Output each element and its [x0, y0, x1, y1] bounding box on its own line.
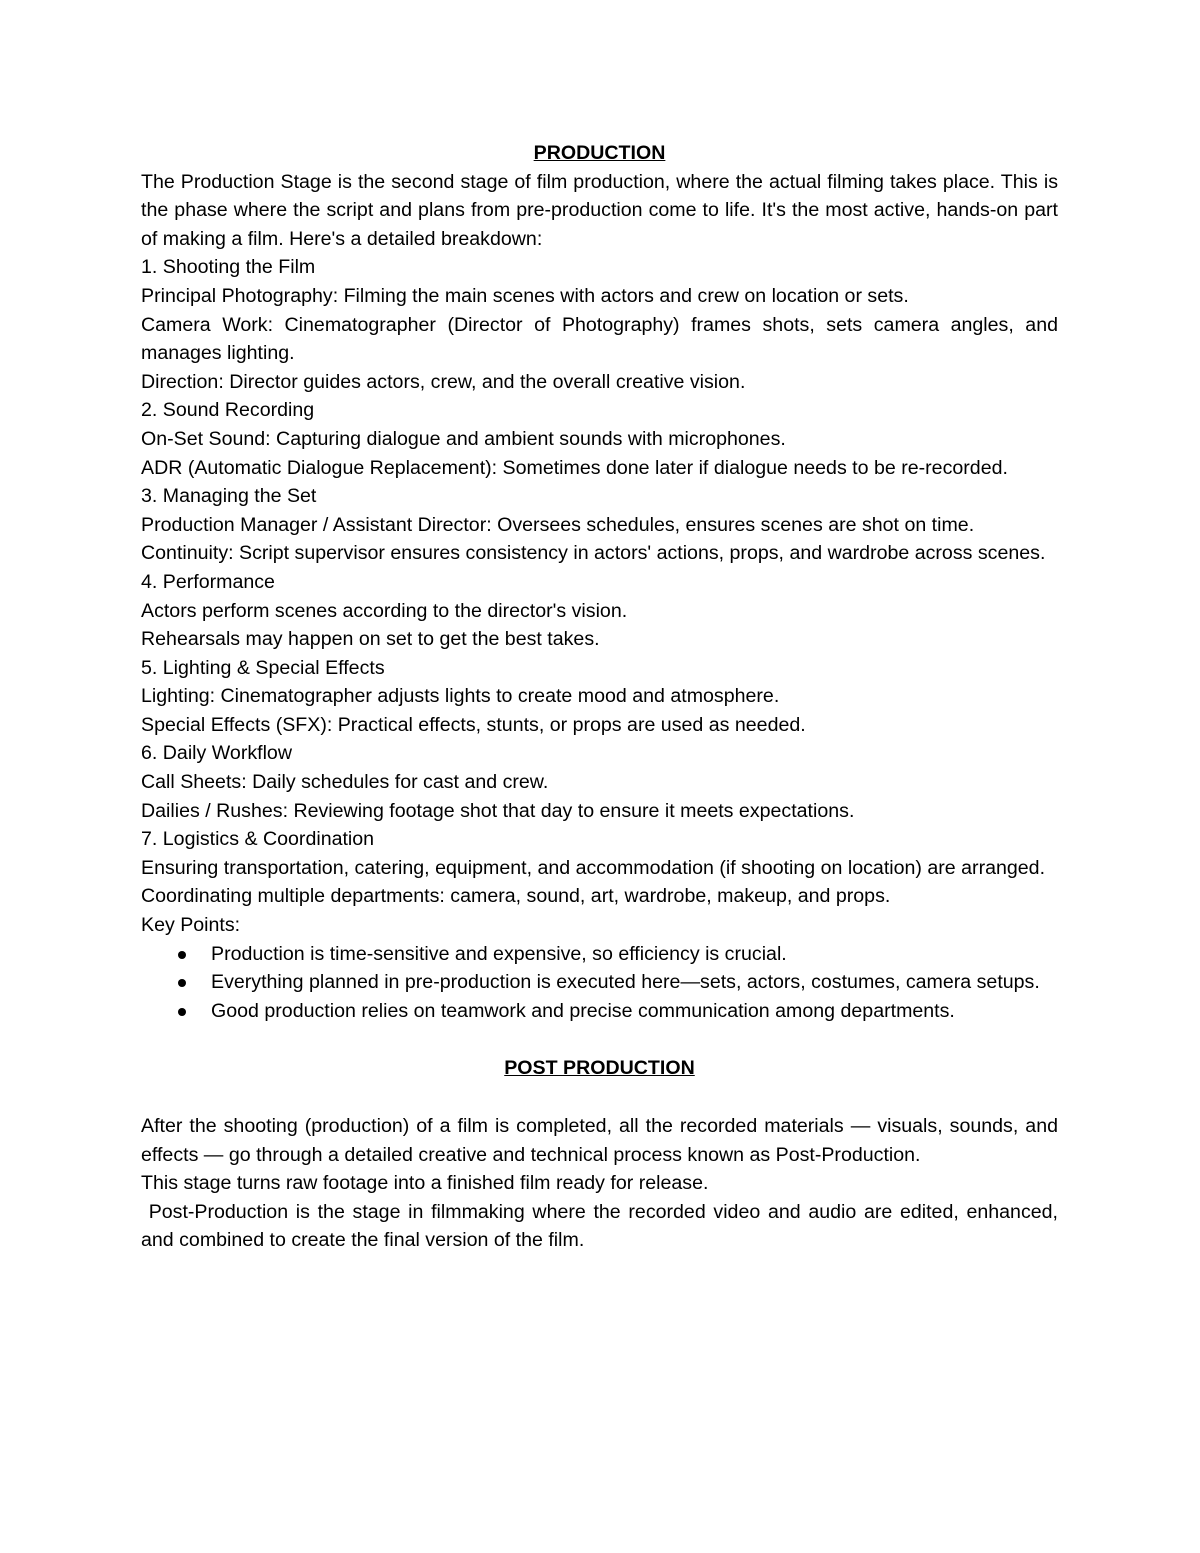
- section-line: Principal Photography: Filming the main scenes with actors and crew on location or sets.: [141, 284, 909, 307]
- section-line: Lighting: Cinematographer adjusts lights to create mood and atmosphere.: [141, 685, 780, 708]
- section-line: Ensuring transportation, catering, equipment, and accommodation (if shooting on location) are arranged.: [141, 856, 1046, 879]
- section-line: Direction: Director guides actors, crew, and the overall creative vision.: [141, 370, 746, 393]
- post-production-paragraph: Post-Production is the stage in filmmaking where the recorded video and audio are edited, enhanced, and combined to create the final version of the film.: [141, 1200, 1064, 1252]
- section-title-sound: 2. Sound Recording: [141, 399, 315, 422]
- section-title-workflow: 6. Daily Workflow: [141, 742, 292, 765]
- section-line: On-Set Sound: Capturing dialogue and ambient sounds with microphones.: [141, 427, 786, 450]
- section-line: Rehearsals may happen on set to get the best takes.: [141, 628, 600, 651]
- section-title-lighting: 5. Lighting & Special Effects: [141, 656, 385, 679]
- section-line: ADR (Automatic Dialogue Replacement): Sometimes done later if dialogue needs to be re-recorded.: [141, 456, 1008, 479]
- section-line: Production Manager / Assistant Director: Oversees schedules, ensures scenes are shot on time.: [141, 513, 975, 536]
- list-item: [211, 968, 1058, 997]
- document-page: [141, 139, 1064, 1255]
- production-heading: PRODUCTION: [533, 142, 666, 164]
- list-item-text: Everything planned in pre-production is executed here—sets, actors, costumes, camera setups.: [211, 971, 1040, 994]
- section-line: Actors perform scenes according to the director's vision.: [141, 599, 628, 622]
- production-intro: The Production Stage is the second stage of film production, where the actual filming takes place. This is the phase where the script and plans from pre-production come to life. It's the most active, hands-on part of making a film. Here's a detailed breakdown:: [141, 170, 1058, 250]
- key-points-list: [141, 940, 1058, 1026]
- post-production-paragraph: After the shooting (production) of a film is completed, all the recorded materials — visuals, sounds, and effects — go through a detailed creative and technical process known as Post-Production.: [141, 1115, 1058, 1166]
- section-title-performance: 4. Performance: [141, 570, 275, 593]
- section-title-shooting: 1. Shooting the Film: [141, 256, 316, 279]
- bullet-icon: [178, 979, 186, 987]
- spacer: [141, 1083, 1058, 1112]
- section-line: Camera Work: Cinematographer (Director of Photography) frames shots, sets camera angles, and manages lighting.: [141, 313, 1058, 365]
- list-item-text: Production is time-sensitive and expensive, so efficiency is crucial.: [211, 942, 787, 965]
- bullet-icon: [178, 951, 186, 959]
- section-title-set: 3. Managing the Set: [141, 485, 317, 508]
- list-item: [211, 940, 1058, 969]
- key-points-label: Key Points:: [141, 914, 241, 937]
- post-production-paragraph: This stage turns raw footage into a finished film ready for release.: [141, 1172, 709, 1195]
- section-line: Dailies / Rushes: Reviewing footage shot that day to ensure it meets expectations.: [141, 799, 855, 822]
- section-line: Special Effects (SFX): Practical effects, stunts, or props are used as needed.: [141, 713, 806, 736]
- post-production-heading: POST PRODUCTION: [504, 1057, 695, 1080]
- list-item: [211, 997, 1058, 1026]
- section-line: Continuity: Script supervisor ensures consistency in actors' actions, props, and wardrobe across scenes.: [141, 542, 1046, 565]
- section-line: Call Sheets: Daily schedules for cast and crew.: [141, 771, 549, 794]
- section-title-logistics: 7. Logistics & Coordination: [141, 828, 375, 851]
- bullet-icon: [178, 1008, 186, 1016]
- list-item-text: Good production relies on teamwork and precise communication among departments.: [211, 999, 955, 1022]
- section-line: Coordinating multiple departments: camera, sound, art, wardrobe, makeup, and props.: [141, 885, 891, 908]
- spacer: [141, 1025, 1058, 1054]
